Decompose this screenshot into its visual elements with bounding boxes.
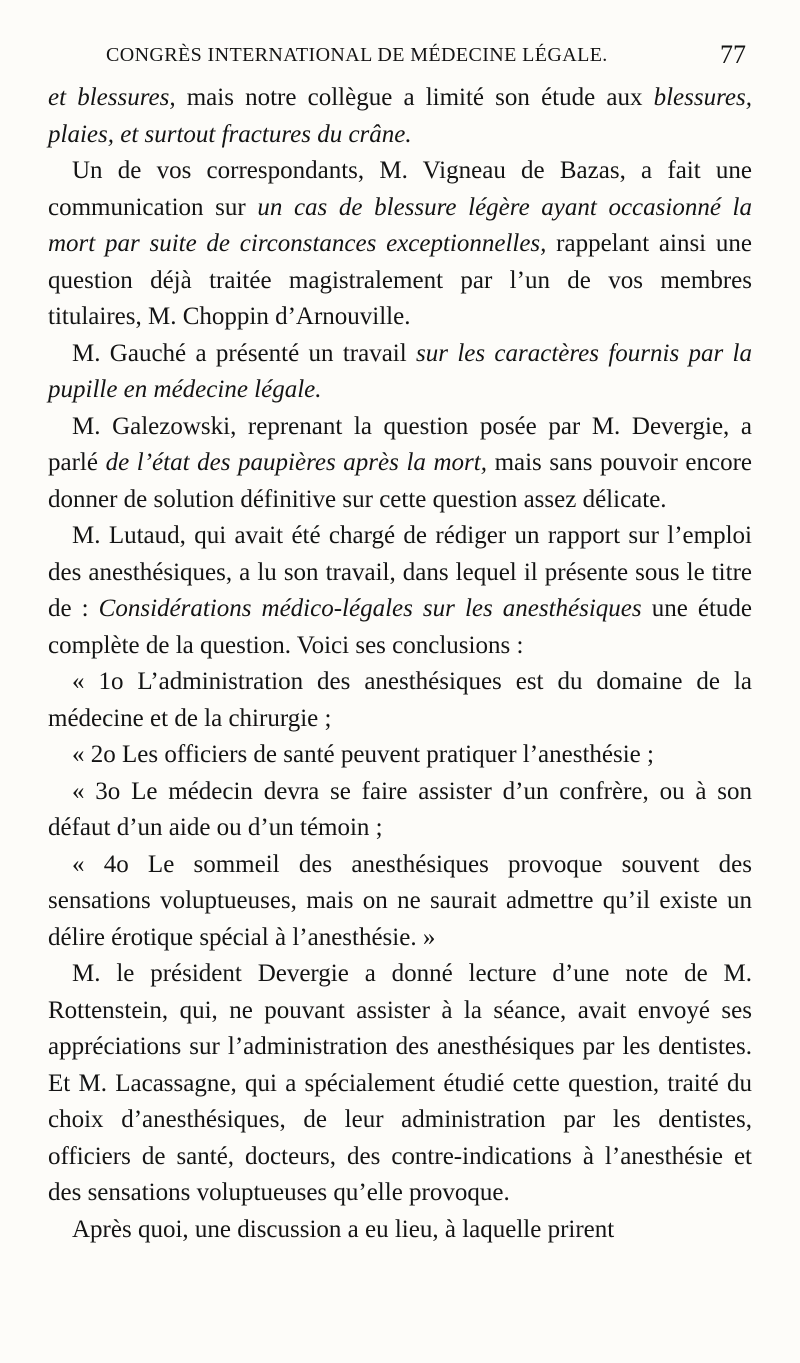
text-run: Considérations médico-légales sur les anesthésiques	[98, 595, 642, 622]
text-run: Après quoi, une discussion a eu lieu, à laquelle prirent	[72, 1215, 615, 1243]
text-run: mais sans pouvoir encore donner de solution définitive sur cette question assez délicate.	[48, 449, 753, 513]
text-run: un cas de blessure légère ayant occasionné la mort par suite de circonstances exceptionnelles,	[48, 193, 752, 257]
text-run: « 4o Le sommeil des anesthésiques provoque souvent des sensations voluptueuses, mais on ne saurait admettre qu’il existe un délire érotique spécial à l’anesthésie. »	[48, 850, 752, 951]
text-run: Un de vos correspondants, M. Vigneau de Bazas, a fait une communication sur	[48, 157, 752, 221]
body-text	[48, 80, 752, 1248]
paragraph	[48, 336, 752, 409]
text-run: « 2o Les officiers de santé peuvent pratiquer l’anesthésie ;	[72, 741, 654, 768]
conclusion-item	[48, 737, 752, 774]
text-run: « 3o Le médecin devra se faire assister d’un confrère, ou à son défaut d’un aide ou d’un témoin ;	[48, 777, 752, 841]
text-run: M. Lutaud, qui avait été chargé de rédiger un rapport sur l’emploi des anesthésiques, a lu son travail, dans lequel il présente sous le titre de :	[48, 522, 752, 622]
conclusion-item	[48, 664, 752, 737]
paragraph	[48, 153, 752, 336]
text-run: de l’état des paupières après la mort,	[105, 449, 487, 476]
paragraph	[48, 518, 752, 664]
text-run: mais notre collègue a limité son étude aux	[175, 84, 654, 111]
page-header	[48, 40, 752, 76]
conclusion-item	[48, 847, 752, 957]
conclusion-item	[48, 774, 752, 847]
text-run: rappelant ainsi une question déjà traitée magistralement par l’un de vos membres titulaires, M. Choppin d’Arnouville.	[48, 230, 752, 330]
text-run: M. le président Devergie a donné lecture d’une note de M. Rottenstein, qui, ne pouvant assister à la séance, avait envoyé ses appréciations sur l’administration des anesthésiques par les dentistes. Et M. Lacassagne, qui a spécialement étudié cette question, traité du choix d’anesthésiques, de leur administration par les dentistes, officiers de santé, docteurs, des contre-indications à l’anesthésie et des sensations voluptueuses qu’elle provoque.	[48, 960, 752, 1206]
paragraph	[48, 956, 752, 1212]
text-run: blessures, plaies, et surtout fractures du crâne.	[48, 84, 752, 148]
text-run: une étude complète de la question. Voici ses conclusions :	[48, 595, 752, 659]
paragraph	[48, 409, 752, 519]
text-run: « 1o L’administration des anesthésiques est du domaine de la médecine et de la chirurgie ;	[48, 668, 752, 732]
text-run: M. Galezowski, reprenant la question posée par M. Devergie, a parlé	[48, 412, 752, 476]
text-run: sur les caractères fournis par la pupille en médecine légale.	[48, 339, 753, 403]
page-number: 77	[720, 40, 746, 69]
running-title: CONGRÈS INTERNATIONAL DE MÉDECINE LÉGALE.	[106, 44, 608, 66]
text-run: et blessures,	[48, 84, 176, 111]
paragraph	[48, 1212, 752, 1249]
text-run: M. Gauché a présenté un travail	[72, 339, 417, 367]
paragraph	[48, 80, 752, 153]
